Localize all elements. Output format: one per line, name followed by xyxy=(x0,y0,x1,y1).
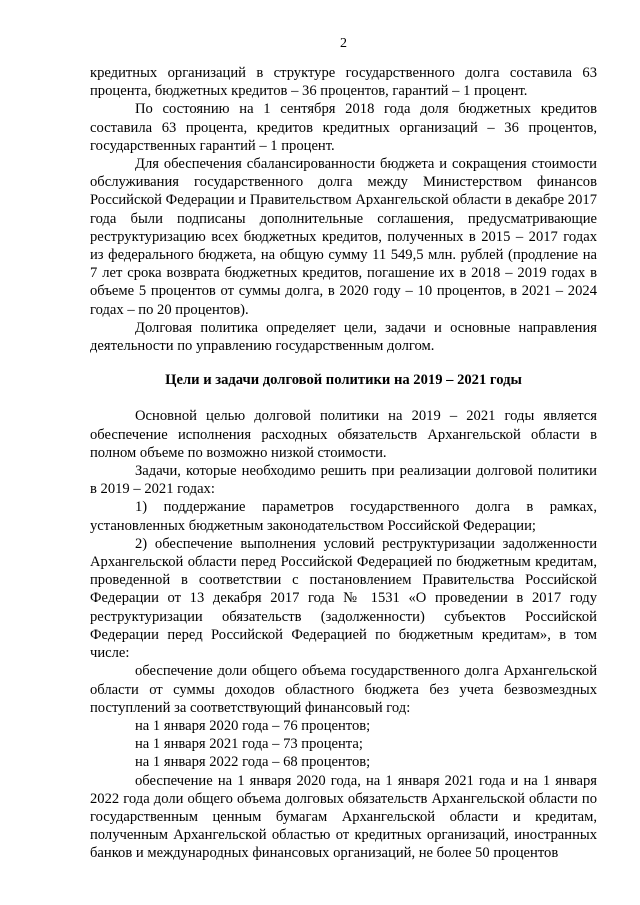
page-number: 2 xyxy=(340,36,347,51)
paragraph: Долговая политика определяет цели, задачи и основные направления деятельности по управлению государственным долгом. xyxy=(90,319,597,355)
paragraph: 2) обеспечение выполнения условий реструктуризации задолженности Архангельской области перед Российской Федерацией по бюджетным кредитам, проведенной в соответствии с постановлением Правительства Российской Федерации от 13 декабря 2017 года № 1531 «О проведении в 2017 году реструктуризации обязательств (задолженности) субъектов Российской Федерации перед Российской Федерацией по бюджетным кредитам», в том числе: xyxy=(90,535,597,662)
paragraph: Основной целью долговой политики на 2019 – 2021 годы является обеспечение исполнения расходных обязательств Архангельской области в полном объеме по возможно низкой стоимости. xyxy=(90,408,597,461)
paragraph: 1) поддержание параметров государственного долга в рамках, установленных бюджетным законодательством Российской Федерации; xyxy=(90,499,597,534)
paragraph: Задачи, которые необходимо решить при реализации долговой политики в 2019 – 2021 годах: xyxy=(90,463,597,498)
paragraph: обеспечение на 1 января 2020 года, на 1 января 2021 года и на 1 января 2022 года доли общего объема долговых обязательств Архангельской области по государственным ценным бумагам Архангельской области и кредитам, полученным Архангельской областью от кредитных организаций, иностранных банков и международных финансовых организаций, не более 50 процентов xyxy=(90,772,597,862)
paragraph: По состоянию на 1 сентября 2018 года доля бюджетных кредитов составила 63 процента, кредитов кредитных организаций – 36 процентов, государственных гарантий – 1 процент. xyxy=(90,101,597,154)
list-item: на 1 января 2021 года – 73 процента; xyxy=(135,736,363,753)
paragraphs-top xyxy=(90,64,597,355)
section-heading: Цели и задачи долговой политики на 2019 – 2021 годы xyxy=(165,372,522,389)
list-item: на 1 января 2020 года – 76 процентов; xyxy=(135,717,371,734)
paragraph: обеспечение доли общего объема государственного долга Архангельской области от суммы доходов областного бюджета без учета безвозмездных поступлений за соответствующий финансовый год: xyxy=(90,663,597,716)
list-item: на 1 января 2022 года – 68 процентов; xyxy=(135,754,371,771)
document-page xyxy=(90,36,597,863)
paragraph: кредитных организаций в структуре государственного долга составила 63 процента, бюджетных кредитов – 36 процентов, гарантий – 1 процент. xyxy=(90,65,597,100)
paragraphs-bottom xyxy=(90,407,597,862)
paragraph: Для обеспечения сбалансированности бюджета и сокращения стоимости обслуживания государственного долга между Министерством финансов Российской Федерации и Правительством Архангельской области в декабре 2017 года были подписаны дополнительные соглашения, предусматривающие реструктуризацию всех бюджетных кредитов, полученных в 2015 – 2017 годах из федерального бюджета, на общую сумму 11 549,5 млн. рублей (продление на 7 лет срока возврата бюджетных кредитов, погашение их в 2018 – 2019 годах в объеме 5 процентов от суммы долга, в 2020 году – 10 процентов, в 2021 – 2024 годах – по 20 процентов). xyxy=(90,156,597,318)
